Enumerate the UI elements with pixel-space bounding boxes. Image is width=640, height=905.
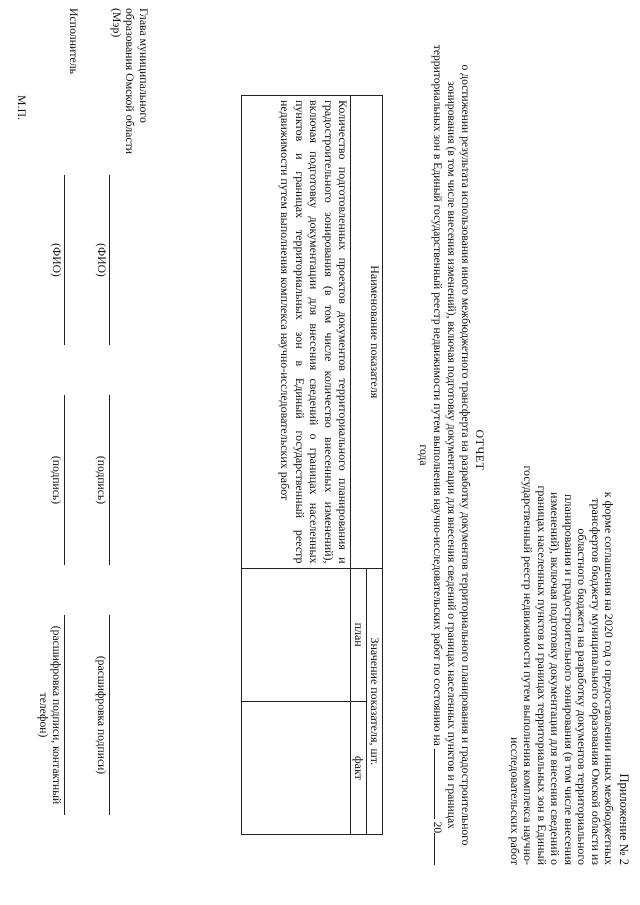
exec-sign-line [64,395,65,565]
exec-decode-line [64,615,65,815]
head-sign-line [109,395,110,565]
executor-label: Исполнитель [67,8,81,74]
head-decode-caption: (расшифровка подписи) [95,655,108,775]
stamp-label: М.П. [15,95,29,120]
report-title: ОТЧЕТ [473,429,487,471]
appendix-heading: Приложение № 2 [617,773,631,865]
plan-value-cell [242,568,351,701]
appendix-text: к форме соглашения на 2020 год о предоставлении иных межбюджетных трансфертов бюджету муниципального образования Омской области из областного бюджета на разработку документов территориального планирования и градостроительного зонирования (в том числе внесения изменений), включая подготовку документации для внесения сведений о границах населенных пунктов и границах территориальных зон в Единый государственный реестр недвижимости путем выполнения комплекса научно-исследовательских работ [508,465,617,865]
date-suffix: года [417,444,431,466]
head-fio-line [109,175,110,345]
indicator-table [241,95,383,835]
head-fio-caption: (ФИО) [95,243,108,277]
date-blank [434,749,445,819]
col-value-header: Значение показателя, шт. [367,568,383,834]
head-label: Глава муниципального образования Омской области (Мэр) [110,8,151,155]
table-row [242,96,351,835]
col-fact-header: факт [351,701,367,834]
indicator-name-cell: Количество подготовленных проектов документов территориального планирования и градостроительного зонирования (в том числе количество внесенных изменений), включая подготовку документации для внесения сведений о границах населенных пунктов и границах территориальных зон в Единый государственный реестр недвижимости путем выполнения комплекса научно-исследовательских работ [242,96,351,569]
exec-fio-line [64,175,65,345]
report-subtitle [417,40,472,870]
col-name-header: Наименование показателя [351,96,383,569]
exec-sign-caption: (подпись) [50,455,63,505]
col-plan-header: план [351,568,367,701]
head-decode-line [109,615,110,815]
exec-decode-caption: (расшифровка подписи, контактный телефон) [37,625,63,805]
exec-fio-caption: (ФИО) [50,243,63,277]
head-sign-caption: (подпись) [95,455,108,505]
date-year: 20 [430,821,444,834]
table-header-row [367,96,383,835]
appendix-block [508,455,631,865]
fact-value-cell [242,701,351,834]
report-subtitle-text: о достижении результата использования иного межбюджетного трансферта на разработку документов территориального планирования и градостроительного зонирования (в том числе внесения изменений), включая подготовку документации для внесения сведений о границах населенных пунктов и границах территориальных зон в Единый государственный реестр недвижимости путем выполнения научно-исследовательских работ по состоянию на [430,44,472,846]
year-blank [434,833,445,865]
